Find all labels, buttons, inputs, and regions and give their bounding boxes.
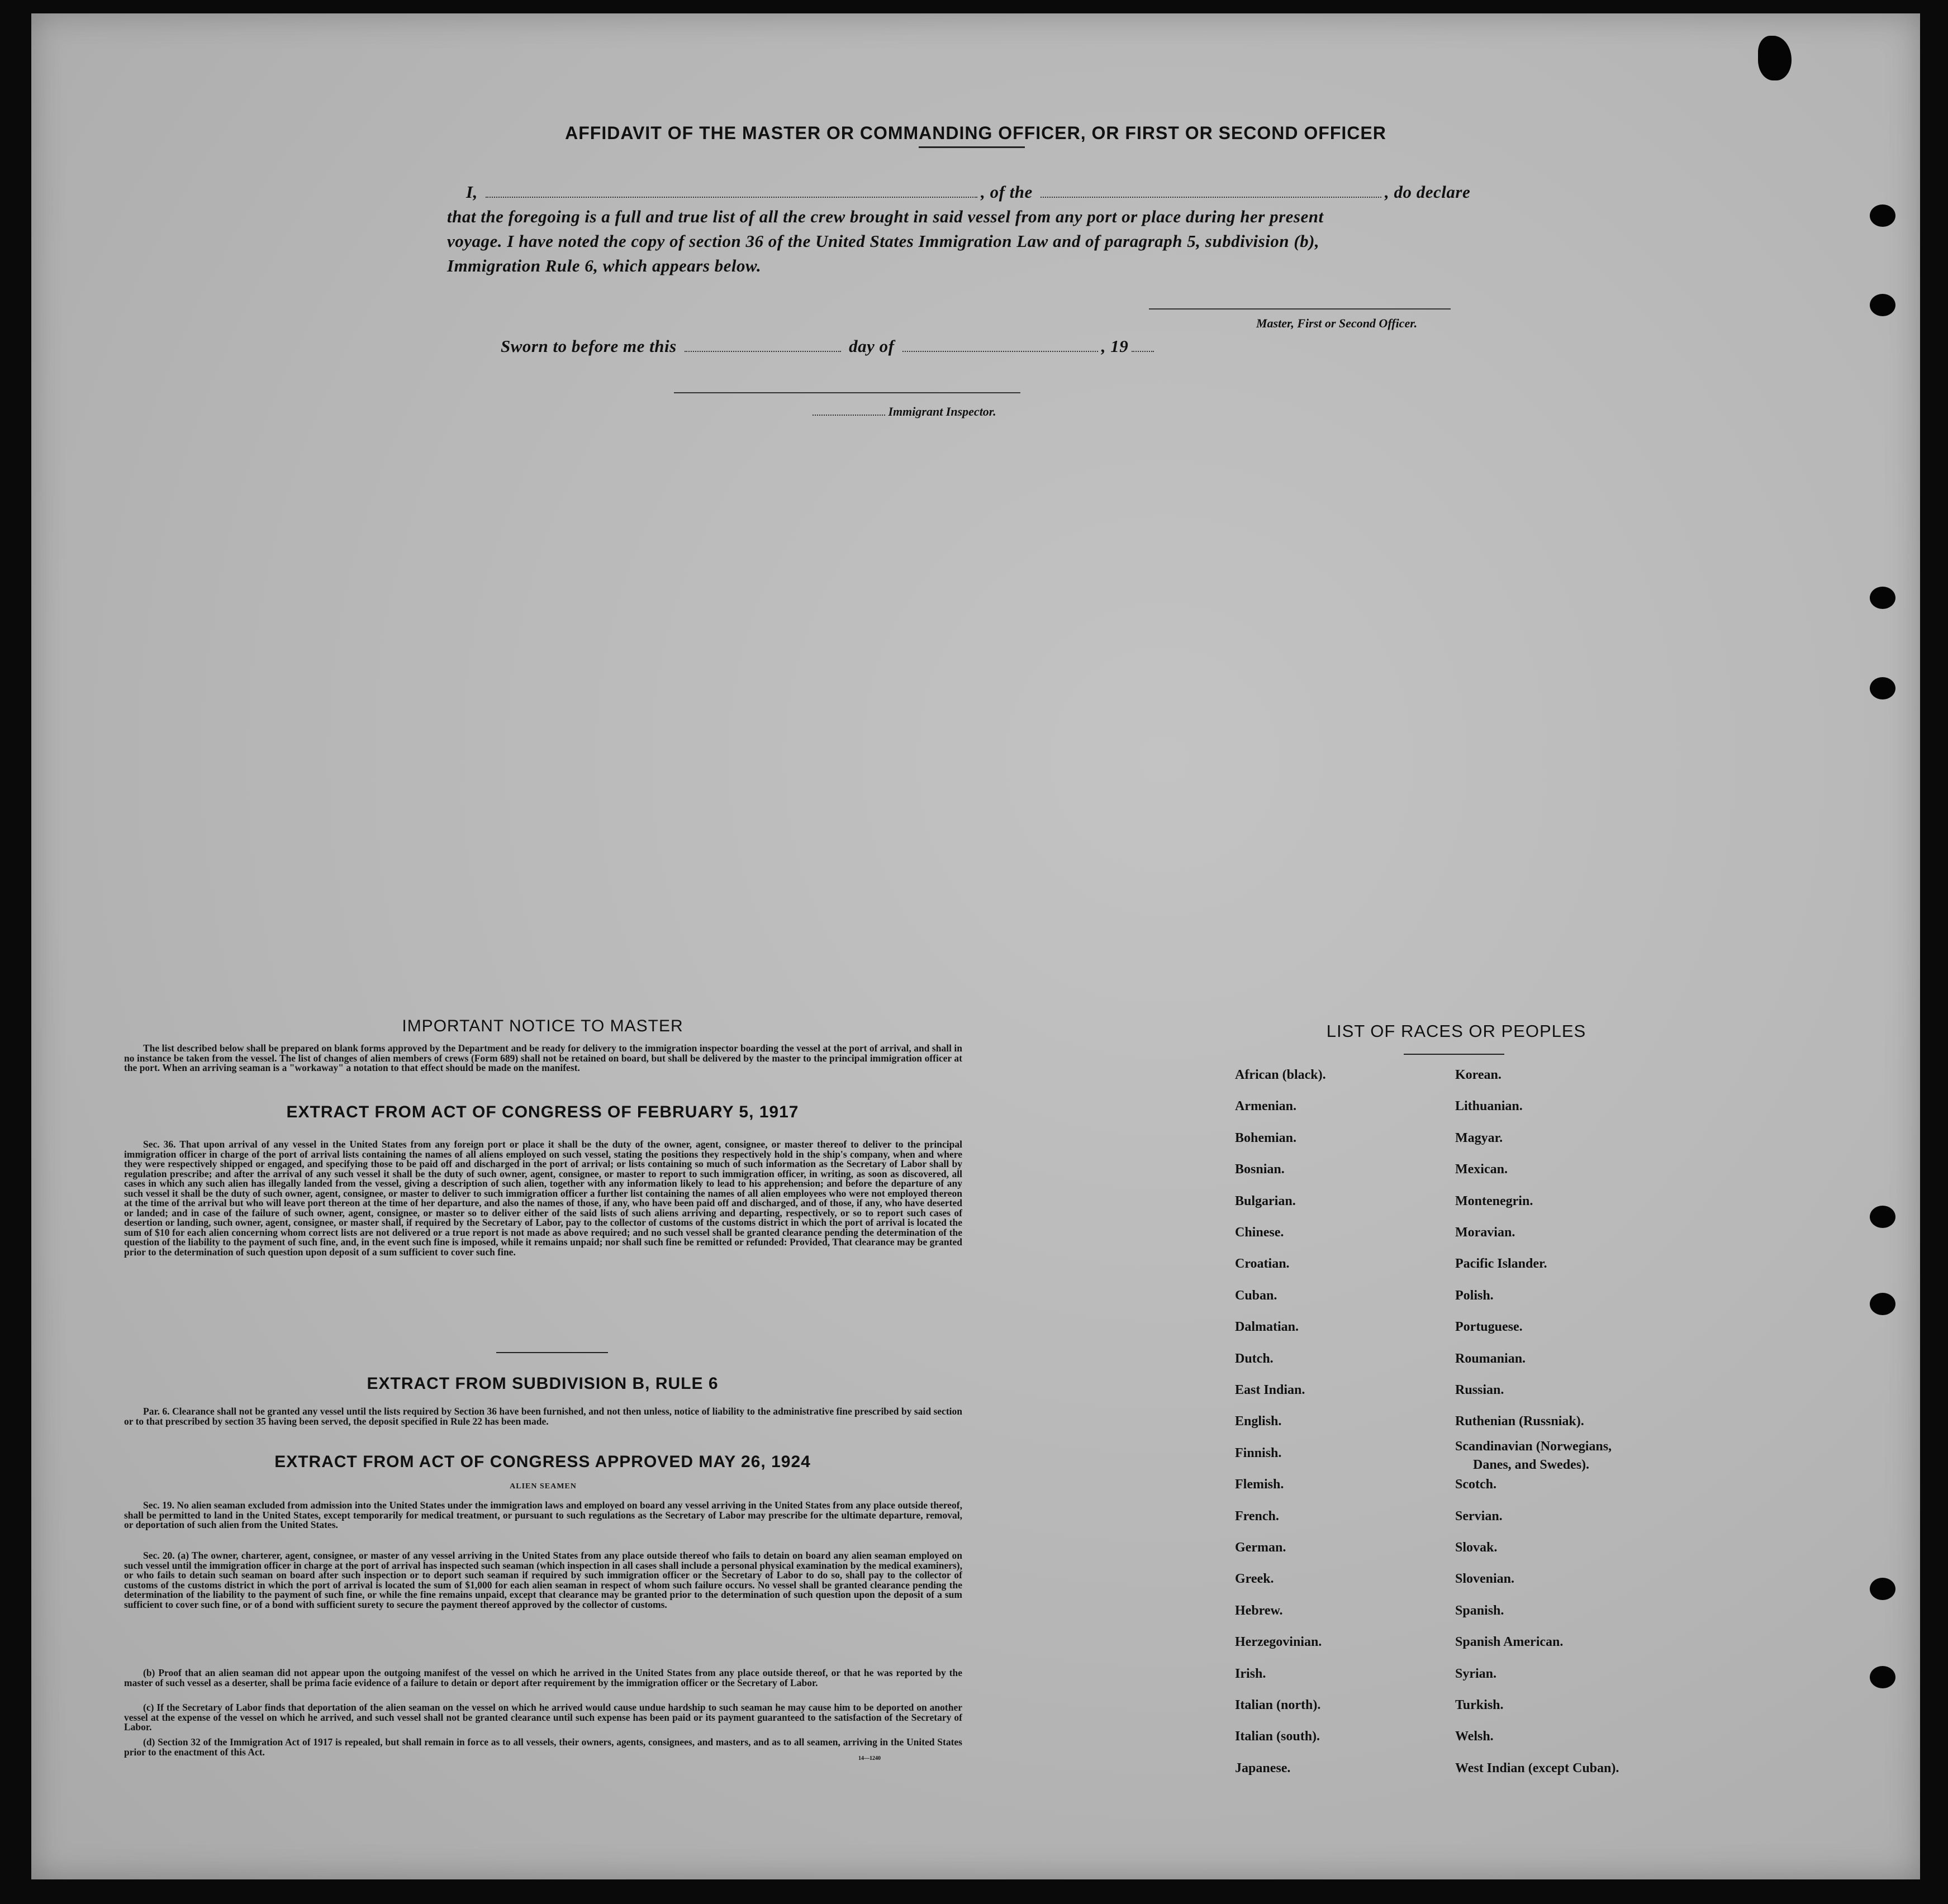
race-item: German. [1235, 1540, 1286, 1555]
affidavit-line-1 [466, 182, 1470, 202]
inspector-field[interactable] [813, 415, 885, 416]
race-item: Moravian. [1455, 1225, 1515, 1240]
race-item: Montenegrin. [1455, 1194, 1533, 1208]
form-number: 14—1240 [858, 1755, 881, 1762]
extract-rule6-text: Par. 6. Clearance shall not be granted any vessel until the lists required by Section 36 have been furnished, and not then unless, notice of liability to the administrative fine prescribed by said section or to that prescribed by section 35 having been served, the deposit specified in Rule 22 has been made. [124, 1406, 962, 1427]
race-item: Portuguese. [1455, 1320, 1523, 1334]
sworn-prefix: Sworn to before me this [501, 336, 677, 356]
race-item: Syrian. [1455, 1667, 1497, 1681]
race-item: East Indian. [1235, 1383, 1305, 1397]
race-item: Roumanian. [1455, 1351, 1526, 1366]
race-item: Slovenian. [1455, 1572, 1515, 1586]
race-item: Servian. [1455, 1509, 1503, 1524]
race-item-scandinavian-continued: Danes, and Swedes). [1473, 1458, 1590, 1472]
master-signature-label: Master, First or Second Officer. [1256, 316, 1418, 330]
race-item: Dalmatian. [1235, 1320, 1299, 1334]
race-item: English. [1235, 1414, 1282, 1429]
race-item: Russian. [1455, 1383, 1504, 1397]
binder-hole [1870, 1578, 1895, 1600]
day-field[interactable] [685, 351, 841, 352]
race-item: Korean. [1455, 1068, 1502, 1082]
binder-hole [1870, 587, 1895, 609]
race-item: Italian (south). [1235, 1729, 1320, 1744]
sec20c-text: (c) If the Secretary of Labor finds that deportation of the alien seaman on the vessel on which he arrived would cause undue hardship to such seaman he may cause him to be deported on another vessel at the expense of the vessel on which he arrived, and such vessel shall not be granted clearance until such expense has been paid or its payment guaranteed to the satisfaction of the Secretary of Labor. [124, 1702, 962, 1732]
race-item: Bosnian. [1235, 1162, 1285, 1177]
binder-hole [1870, 294, 1895, 316]
extract-rule6-title: EXTRACT FROM SUBDIVISION B, RULE 6 [367, 1374, 719, 1393]
race-item: Greek. [1235, 1572, 1274, 1586]
race-item: Dutch. [1235, 1351, 1274, 1366]
master-signature-line[interactable] [1149, 308, 1451, 310]
inspector-label: Immigrant Inspector. [888, 404, 996, 418]
affidavit-line-3: voyage. I have noted the copy of section 36 of the United States Immigration Law and of paragraph 5, subdivision (b), [447, 231, 1320, 251]
race-item: African (black). [1235, 1068, 1326, 1082]
notice-text: The list described below shall be prepared on blank forms approved by the Department and be ready for delivery to the immigration inspector boarding the vessel at the port of arrival, and shall in no instance be taken from the vessel. The list of changes of alien members of crews (Form 689) shall not be retained on board, but shall be delivered by the master to the principal immigration officer at the port. When an arriving seaman is a "workaway" a notation to that effect should be made on the manifest. [124, 1043, 962, 1073]
race-item: Scandinavian (Norwegians, [1455, 1439, 1612, 1454]
race-item: Spanish American. [1455, 1635, 1564, 1649]
race-item: Chinese. [1235, 1225, 1284, 1240]
affidavit-i-label: I, [466, 182, 478, 202]
extract-1917-title: EXTRACT FROM ACT OF CONGRESS OF FEBRUARY 5, 1917 [286, 1103, 799, 1121]
inspector-row [813, 404, 996, 419]
race-item: Polish. [1455, 1288, 1494, 1303]
race-item: Hebrew. [1235, 1603, 1283, 1618]
race-item: Mexican. [1455, 1162, 1508, 1177]
race-item: Armenian. [1235, 1099, 1296, 1113]
race-item: Turkish. [1455, 1698, 1504, 1712]
race-item: Italian (north). [1235, 1698, 1321, 1712]
race-item: Lithuanian. [1455, 1099, 1523, 1113]
race-item: West Indian (except Cuban). [1455, 1761, 1619, 1776]
races-title-divider [1404, 1054, 1504, 1055]
notice-title: IMPORTANT NOTICE TO MASTER [402, 1017, 683, 1035]
section-divider [496, 1352, 608, 1353]
race-item: Welsh. [1455, 1729, 1494, 1744]
month-field[interactable] [902, 351, 1098, 352]
race-item: Spanish. [1455, 1603, 1504, 1618]
affidavit-title: AFFIDAVIT OF THE MASTER OR COMMANDING OFFICER, OR FIRST OR SECOND OFFICER [565, 123, 1386, 143]
year-field[interactable] [1132, 351, 1154, 352]
sec20d-text: (d) Section 32 of the Immigration Act of 1917 is repealed, but shall remain in force as to all vessels, their owners, agents, consignees, and masters, and as to all seamen, arriving in the United States prior to the enactment of this Act. [124, 1736, 962, 1758]
race-item: Scotch. [1455, 1477, 1496, 1492]
race-item: Herzegovinian. [1235, 1635, 1322, 1649]
race-item: Ruthenian (Russniak). [1455, 1414, 1584, 1429]
declare-label: , do declare [1385, 182, 1471, 202]
binder-hole [1870, 677, 1895, 699]
race-item: French. [1235, 1509, 1279, 1524]
title-divider [919, 146, 1025, 148]
sworn-line [501, 336, 1157, 356]
race-item: Irish. [1235, 1667, 1266, 1681]
race-item: Magyar. [1455, 1131, 1503, 1145]
torn-corner [1758, 36, 1792, 80]
binder-hole [1870, 204, 1895, 227]
sec19-text: Sec. 19. No alien seaman excluded from admission into the United States under the immigration laws and employed on board any vessel arriving in the United States from any place outside thereof, shall be permitted to land in the United States, except temporarily for medical treatment, or pursuant to such regulations as the Secretary of Labor may prescribe for the ultimate departure, removal, or deportation of such alien from the United States. [124, 1500, 962, 1530]
race-item: Cuban. [1235, 1288, 1277, 1303]
year-label: , 19 [1101, 336, 1129, 356]
name-field[interactable] [486, 197, 977, 198]
alien-seamen-subtitle: ALIEN SEAMEN [510, 1482, 577, 1491]
race-item: Bulgarian. [1235, 1194, 1296, 1208]
race-item: Flemish. [1235, 1477, 1284, 1492]
inspector-signature-line[interactable] [674, 392, 1020, 393]
race-item: Slovak. [1455, 1540, 1498, 1555]
vessel-field[interactable] [1040, 197, 1381, 198]
affidavit-line-2: that the foregoing is a full and true list of all the crew brought in said vessel from any port or place during her present [447, 207, 1324, 226]
document-page [31, 13, 1920, 1879]
binder-hole [1870, 1293, 1895, 1315]
extract-1917-text: Sec. 36. That upon arrival of any vessel in the United States from any foreign port or place it shall be the duty of the owner, agent, consignee, or master thereof to deliver to the principal immigration officer in charge of the port of arrival lists containing the names of all aliens employed on such vessel, stating the positions they respectively hold in the ship's company, when and where they were respectively shipped or engaged, and specifying those to be paid off and discharged in the port of arrival; or lists containing so much of such information as the Secretary of Labor shall by regulation prescribe; and after the arrival of any such vessel it shall be the duty of such owner, agent, consignee, or master to report to such immigration officer, in writing, as soon as discovered, all cases in which any such alien has illegally landed from the vessel, giving a description of such alien, together with any information likely to lead to his apprehension; and before the departure of any such vessel it shall be the duty of such owner, agent, consignee, or master to deliver to such immigration officer a further list containing the names of all alien employees who were not employed thereon at the time of the arrival but who will leave port thereon at the time of her departure, and also the names of those, if any, who have been paid off and discharged, and of those, if any, who have deserted or landed; and in case of the failure of such owner, agent, consignee, or master so to deliver either of the said lists of such aliens arriving and departing, respectively, or so to report such cases of desertion or landing, such owner, agent, consignee, or master shall, if required by the Secretary of Labor, pay to the collector of customs of the customs district in which the port of arrival is located the sum of $10 for each alien concerning whom correct lists are not delivered or a true report is not made as above required; and no such vessel shall be granted clearance pending the determination of the question of the liability to the payment of such fine, and, in the event such fine is imposed, while it remains unpaid; nor shall such fine be remitted or refunded: Provided, That clearance may be granted prior to the determination of such question upon deposit of a sum sufficient to cover such fine. [124, 1139, 962, 1258]
sec20b-text: (b) Proof that an alien seaman did not appear upon the outgoing manifest of the vessel on which he arrived in the United States from any place outside thereof, or that he was reported by the master of such vessel as a deserter, shall be prima facie evidence of a failure to detain or deport after requirement by the immigration officer or the Secretary of Labor. [124, 1667, 962, 1688]
extract-1924-title: EXTRACT FROM ACT OF CONGRESS APPROVED MAY 26, 1924 [274, 1453, 811, 1471]
race-item: Croatian. [1235, 1256, 1290, 1271]
of-the-label: , of the [981, 182, 1033, 202]
day-of-label: day of [849, 336, 895, 356]
sec20a-text: Sec. 20. (a) The owner, charterer, agent, consignee, or master of any vessel arriving in the United States from any place outside thereof who fails to detain on board any alien seaman employed on such vessel until the immigration officer in charge at the port of arrival has inspected such seaman (which inspection in all cases shall include a personal physical examination by the medical examiners), or who fails to detain such seaman on board after such inspection or to deport such seaman if required by such immigration officer or the Secretary of Labor to do so, shall pay to the collector of customs of the customs district in which the port of arrival is located the sum of $1,000 for each alien seaman in respect of whom such failure occurs. No vessel shall be granted clearance pending the determination of the liability to the payment of such fine, or while the fine remains unpaid, except that clearance may be granted prior to the determination of such question upon the deposit of a sum sufficient to cover such fine, or of a bond with sufficient surety to secure the payment thereof approved by the collector of customs. [124, 1550, 962, 1610]
race-item: Pacific Islander. [1455, 1256, 1547, 1271]
race-item: Finnish. [1235, 1446, 1282, 1460]
binder-hole [1870, 1666, 1895, 1688]
race-item: Bohemian. [1235, 1131, 1297, 1145]
binder-hole [1870, 1206, 1895, 1228]
races-title: LIST OF RACES OR PEOPLES [1326, 1021, 1586, 1041]
race-item: Japanese. [1235, 1761, 1291, 1776]
affidavit-line-4: Immigration Rule 6, which appears below. [447, 256, 762, 275]
